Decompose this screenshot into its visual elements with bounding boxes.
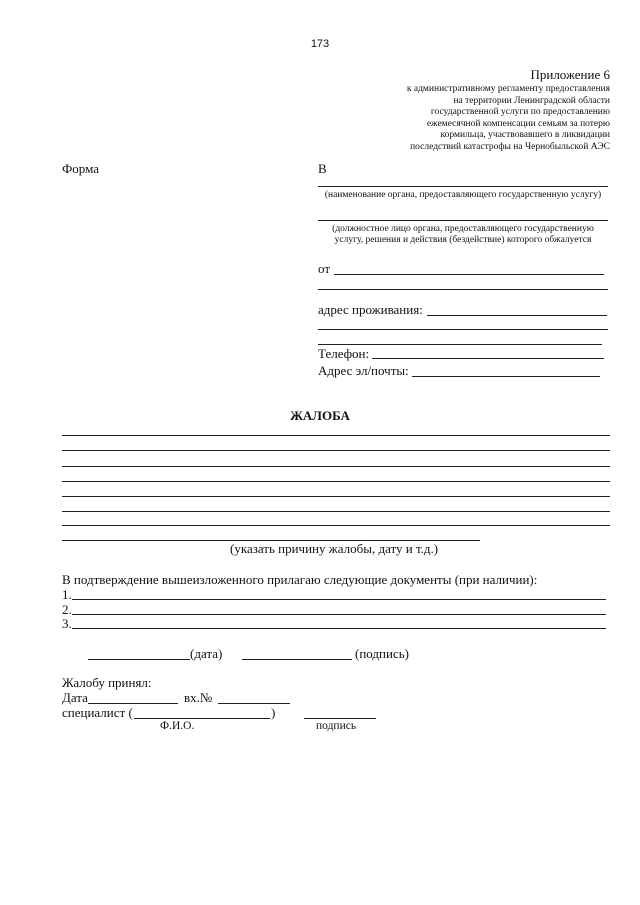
specialist-label: специалист ( [62, 705, 133, 720]
attachment-field-2[interactable] [72, 614, 606, 615]
attachment-number: 1. [62, 587, 72, 602]
phone-label: Телефон: [318, 346, 370, 361]
fio-caption: Ф.И.О. [160, 720, 195, 732]
specialist-name-field[interactable] [134, 718, 270, 719]
complaint-line[interactable] [62, 496, 610, 497]
recipient-label: В [318, 161, 327, 176]
attachments-intro: В подтверждение вышеизложенного прилагаю следующие документы (при наличии): [62, 572, 538, 587]
signature-label: (подпись) [355, 646, 409, 661]
appendix-line: государственной услуги по предоставлению [430, 107, 610, 117]
email-field[interactable] [412, 376, 600, 377]
complaint-line[interactable] [62, 450, 610, 451]
specialist-signature-field[interactable] [304, 718, 376, 719]
attachment-field-1[interactable] [72, 599, 606, 600]
official-line[interactable] [318, 220, 608, 221]
from-field-2[interactable] [318, 289, 608, 290]
attachment-number: 3. [62, 616, 72, 631]
signature-caption: подпись [316, 720, 357, 732]
recipient-organ-line[interactable] [318, 186, 608, 187]
address-field[interactable] [427, 315, 607, 316]
form-label: Форма [62, 161, 99, 176]
appendix-line: последствий катастрофы на Чернобыльской АЭС [410, 141, 610, 152]
incoming-number-label: вх.№ [184, 690, 213, 705]
appendix-line: кормильца, участвовавшего в ликвидации [440, 130, 610, 140]
phone-field[interactable] [372, 358, 604, 359]
address-label: адрес проживания: [318, 302, 423, 317]
appendix-line: ежемесячной компенсации семьям за потерю [426, 118, 610, 129]
official-note [318, 224, 608, 246]
official-note-line: (должностное лицо органа, предоставляющего государственную [332, 224, 594, 234]
complaint-line[interactable] [62, 435, 610, 436]
complaint-line[interactable] [62, 525, 610, 526]
recipient-organ-note: (наименование органа, предоставляющего государственную услугу) [324, 190, 602, 200]
official-note-line: услугу, решения и действия (бездействие) которого обжалуется [334, 235, 592, 245]
specialist-close-paren: ) [271, 705, 276, 720]
appendix-line: на территории Ленинградской области [453, 95, 610, 106]
email-label: Адрес эл/почты: [318, 363, 409, 378]
received-date-field[interactable] [88, 703, 178, 704]
from-field[interactable] [334, 274, 604, 275]
date-label: (дата) [190, 646, 223, 661]
address-field-3[interactable] [318, 344, 602, 345]
complaint-line[interactable] [62, 481, 610, 482]
received-date-label: Дата [62, 690, 88, 705]
page-number: 173 [310, 38, 330, 50]
attachment-number: 2. [62, 602, 72, 617]
attachment-field-3[interactable] [72, 628, 606, 629]
appendix-subtitle [370, 84, 610, 153]
incoming-number-field[interactable] [218, 703, 290, 704]
from-label: от [318, 261, 331, 276]
reason-hint: (указать причину жалобы, дату и т.д.) [230, 541, 439, 556]
received-label: Жалобу принял: [62, 675, 152, 690]
complaint-line[interactable] [62, 511, 610, 512]
signature-field[interactable] [242, 659, 352, 660]
address-field-2[interactable] [318, 329, 608, 330]
date-field[interactable] [88, 659, 190, 660]
document-title: ЖАЛОБА [290, 408, 350, 423]
appendix-title: Приложение 6 [530, 67, 610, 82]
complaint-line[interactable] [62, 466, 610, 467]
appendix-line: к административному регламенту предоставления [406, 84, 610, 94]
